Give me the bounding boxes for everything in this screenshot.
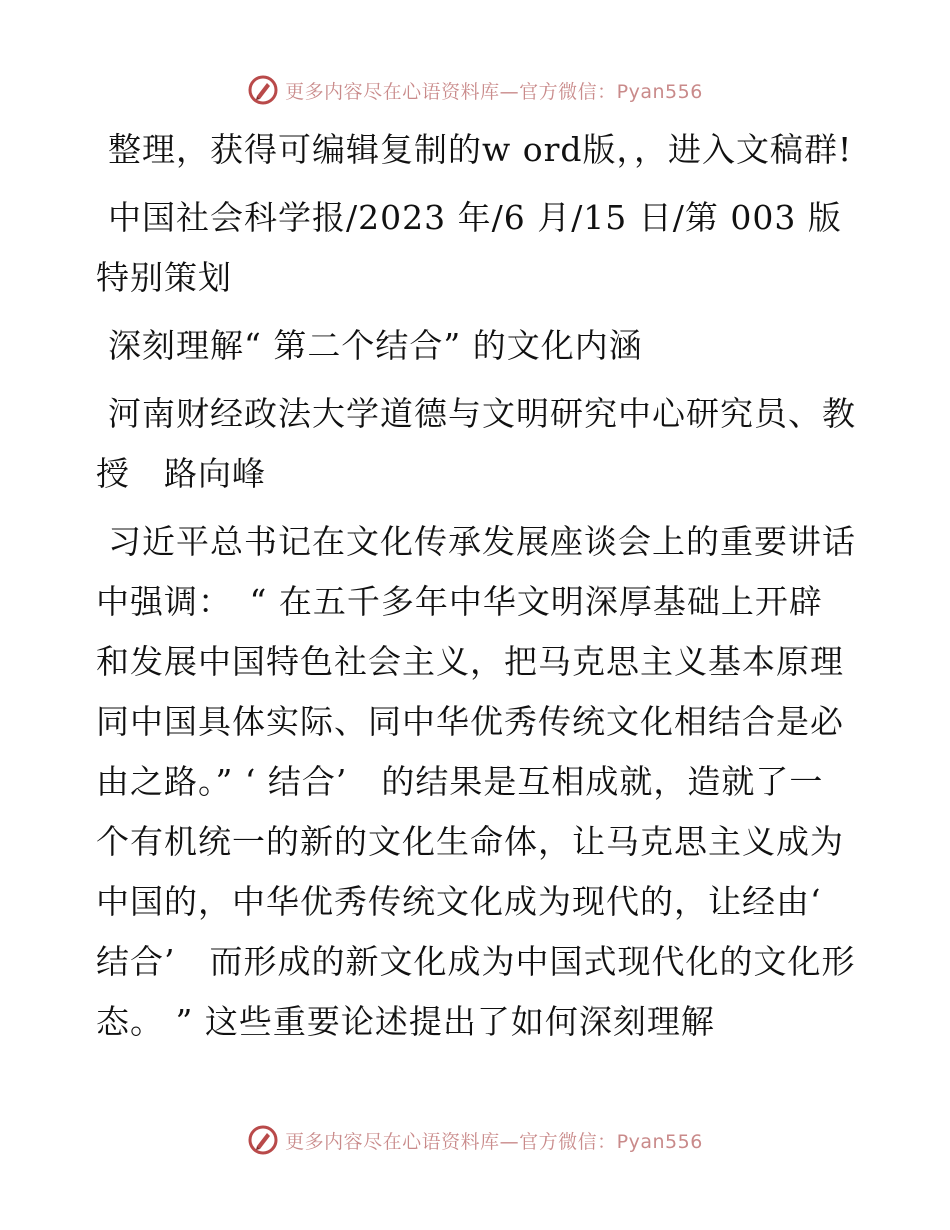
document-body xyxy=(96,120,856,1060)
intro-note: 整理，获得可编辑复制的w ord版，，进入文稿群! xyxy=(108,130,853,169)
pen-circle-icon xyxy=(247,74,279,106)
article-title: 深刻理解“ 第二个结合” 的文化内涵 xyxy=(108,326,643,365)
pen-circle-icon xyxy=(247,1124,279,1156)
watermark-text: 更多内容尽在心语资料库—官方微信：Pyan556 xyxy=(285,80,703,103)
body-paragraph: 习近平总书记在文化传承发展座谈会上的重要讲话中强调： “ 在五千多年中华文明深厚基础上开辟和发展中国特色社会主义，把马克思主义基本原理同中国具体实际、同中华优秀传统文化相结合是必由之路。” ‘ 结合’ 的结果是互相成就，造就了一个有机统一的新的文化生命体，让马克思主义成为中国的，中华优秀传统文化成为现代的，让经由‘ 结合’ 而形成的新文化成为中国式现代化的文化形态。 ” 这些重要论述提出了如何深刻理解 xyxy=(96,522,856,1041)
watermark-footer xyxy=(0,1120,950,1160)
watermark-header xyxy=(0,70,950,110)
author-line: 河南财经政法大学道德与文明研究中心研究员、教授 路向峰 xyxy=(96,394,856,493)
watermark-text: 更多内容尽在心语资料库—官方微信：Pyan556 xyxy=(285,1130,703,1153)
source-line: 中国社会科学报/2023 年/6 月/15 日/第 003 版特别策划 xyxy=(96,198,842,297)
